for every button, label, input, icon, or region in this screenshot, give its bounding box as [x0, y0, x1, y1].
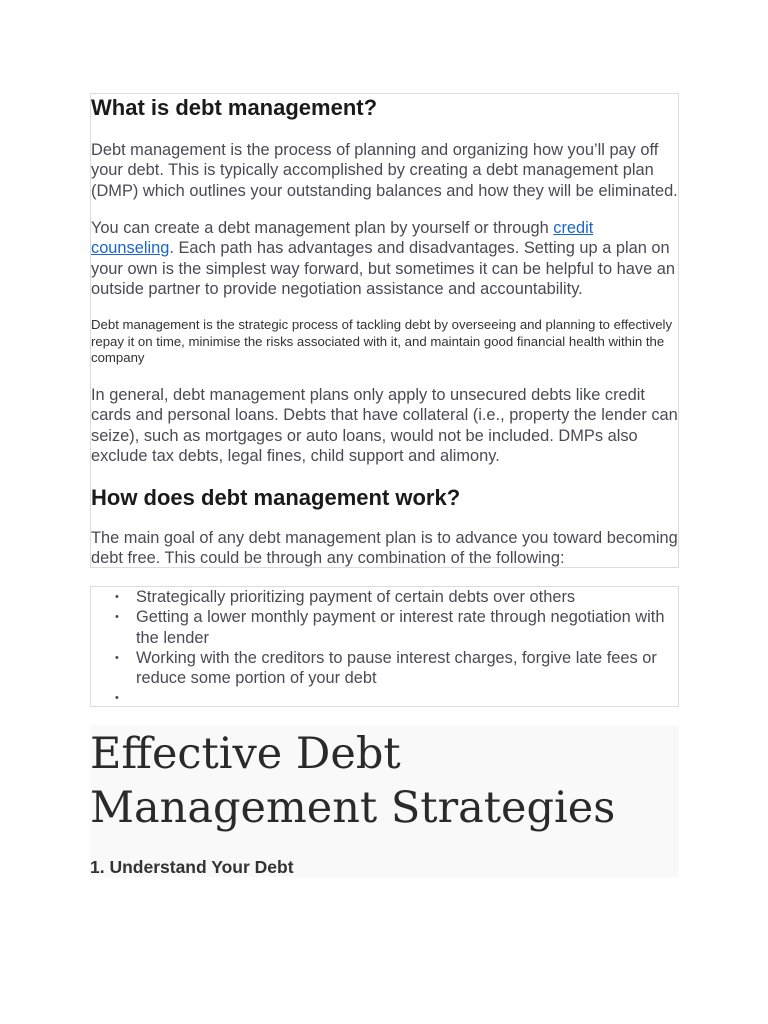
- bullet-icon: •: [115, 692, 119, 705]
- strategies-title: Effective Debt Management Strategies: [90, 729, 616, 833]
- paragraph-text-before-link: You can create a debt management plan by yourself or through: [91, 219, 554, 237]
- bullet-icon: •: [115, 611, 119, 624]
- strategy-list-section: [90, 586, 679, 707]
- heading-what-is-debt-management: What is debt management?: [91, 95, 378, 120]
- paragraph-main-goal: The main goal of any debt management plan is to advance you toward becoming debt free. This could be through any combination of the following:: [91, 529, 678, 568]
- paragraph-unsecured-debts: In general, debt management plans only apply to unsecured debts like credit cards and personal loans. Debts that have collateral (i.e., property the lender can seize), such as mortgages or auto loans, would not be included. DMPs also exclude tax debts, legal fines, child support and alimony.: [91, 386, 678, 465]
- list-item: [91, 648, 680, 689]
- intro-section: [90, 93, 679, 568]
- paragraph-strategic-process: Debt management is the strategic process of tackling debt by overseeing and planning to effectively repay it on time, minimise the risks associated with it, and maintain good financial health within the company: [91, 317, 673, 366]
- list-item-empty: [91, 688, 680, 708]
- list-item: [91, 587, 680, 607]
- paragraph-definition: Debt management is the process of planning and organizing how you’ll pay off your debt. This is typically accomplished by creating a debt management plan (DMP) which outlines your outstanding balances and how they will be eliminated.: [91, 141, 678, 200]
- bullet-icon: •: [115, 651, 119, 664]
- strategy-list: [91, 587, 680, 709]
- strategy-subheading: 1. Understand Your Debt: [90, 857, 294, 877]
- credit-counseling-link[interactable]: credit counseling: [91, 219, 594, 258]
- bullet-icon: •: [115, 591, 119, 603]
- paragraph-credit-counseling: [91, 218, 680, 299]
- heading-how-does-debt-management-work: How does debt management work?: [91, 485, 461, 510]
- strategies-section: [90, 725, 679, 877]
- list-item-text: Working with the creditors to pause interest charges, forgive late fees or reduce some portion of your debt: [136, 648, 657, 688]
- paragraph-text-after-link: . Each path has advantages and disadvantages. Setting up a plan on your own is the simplest way forward, but sometimes it can be helpful to have an outside partner to provide negotiation assistance and accountability.: [91, 239, 675, 298]
- list-item-text: Getting a lower monthly payment or interest rate through negotiation with the lender: [136, 608, 665, 647]
- list-item-text: Strategically prioritizing payment of certain debts over others: [136, 588, 576, 606]
- list-item: [91, 607, 680, 648]
